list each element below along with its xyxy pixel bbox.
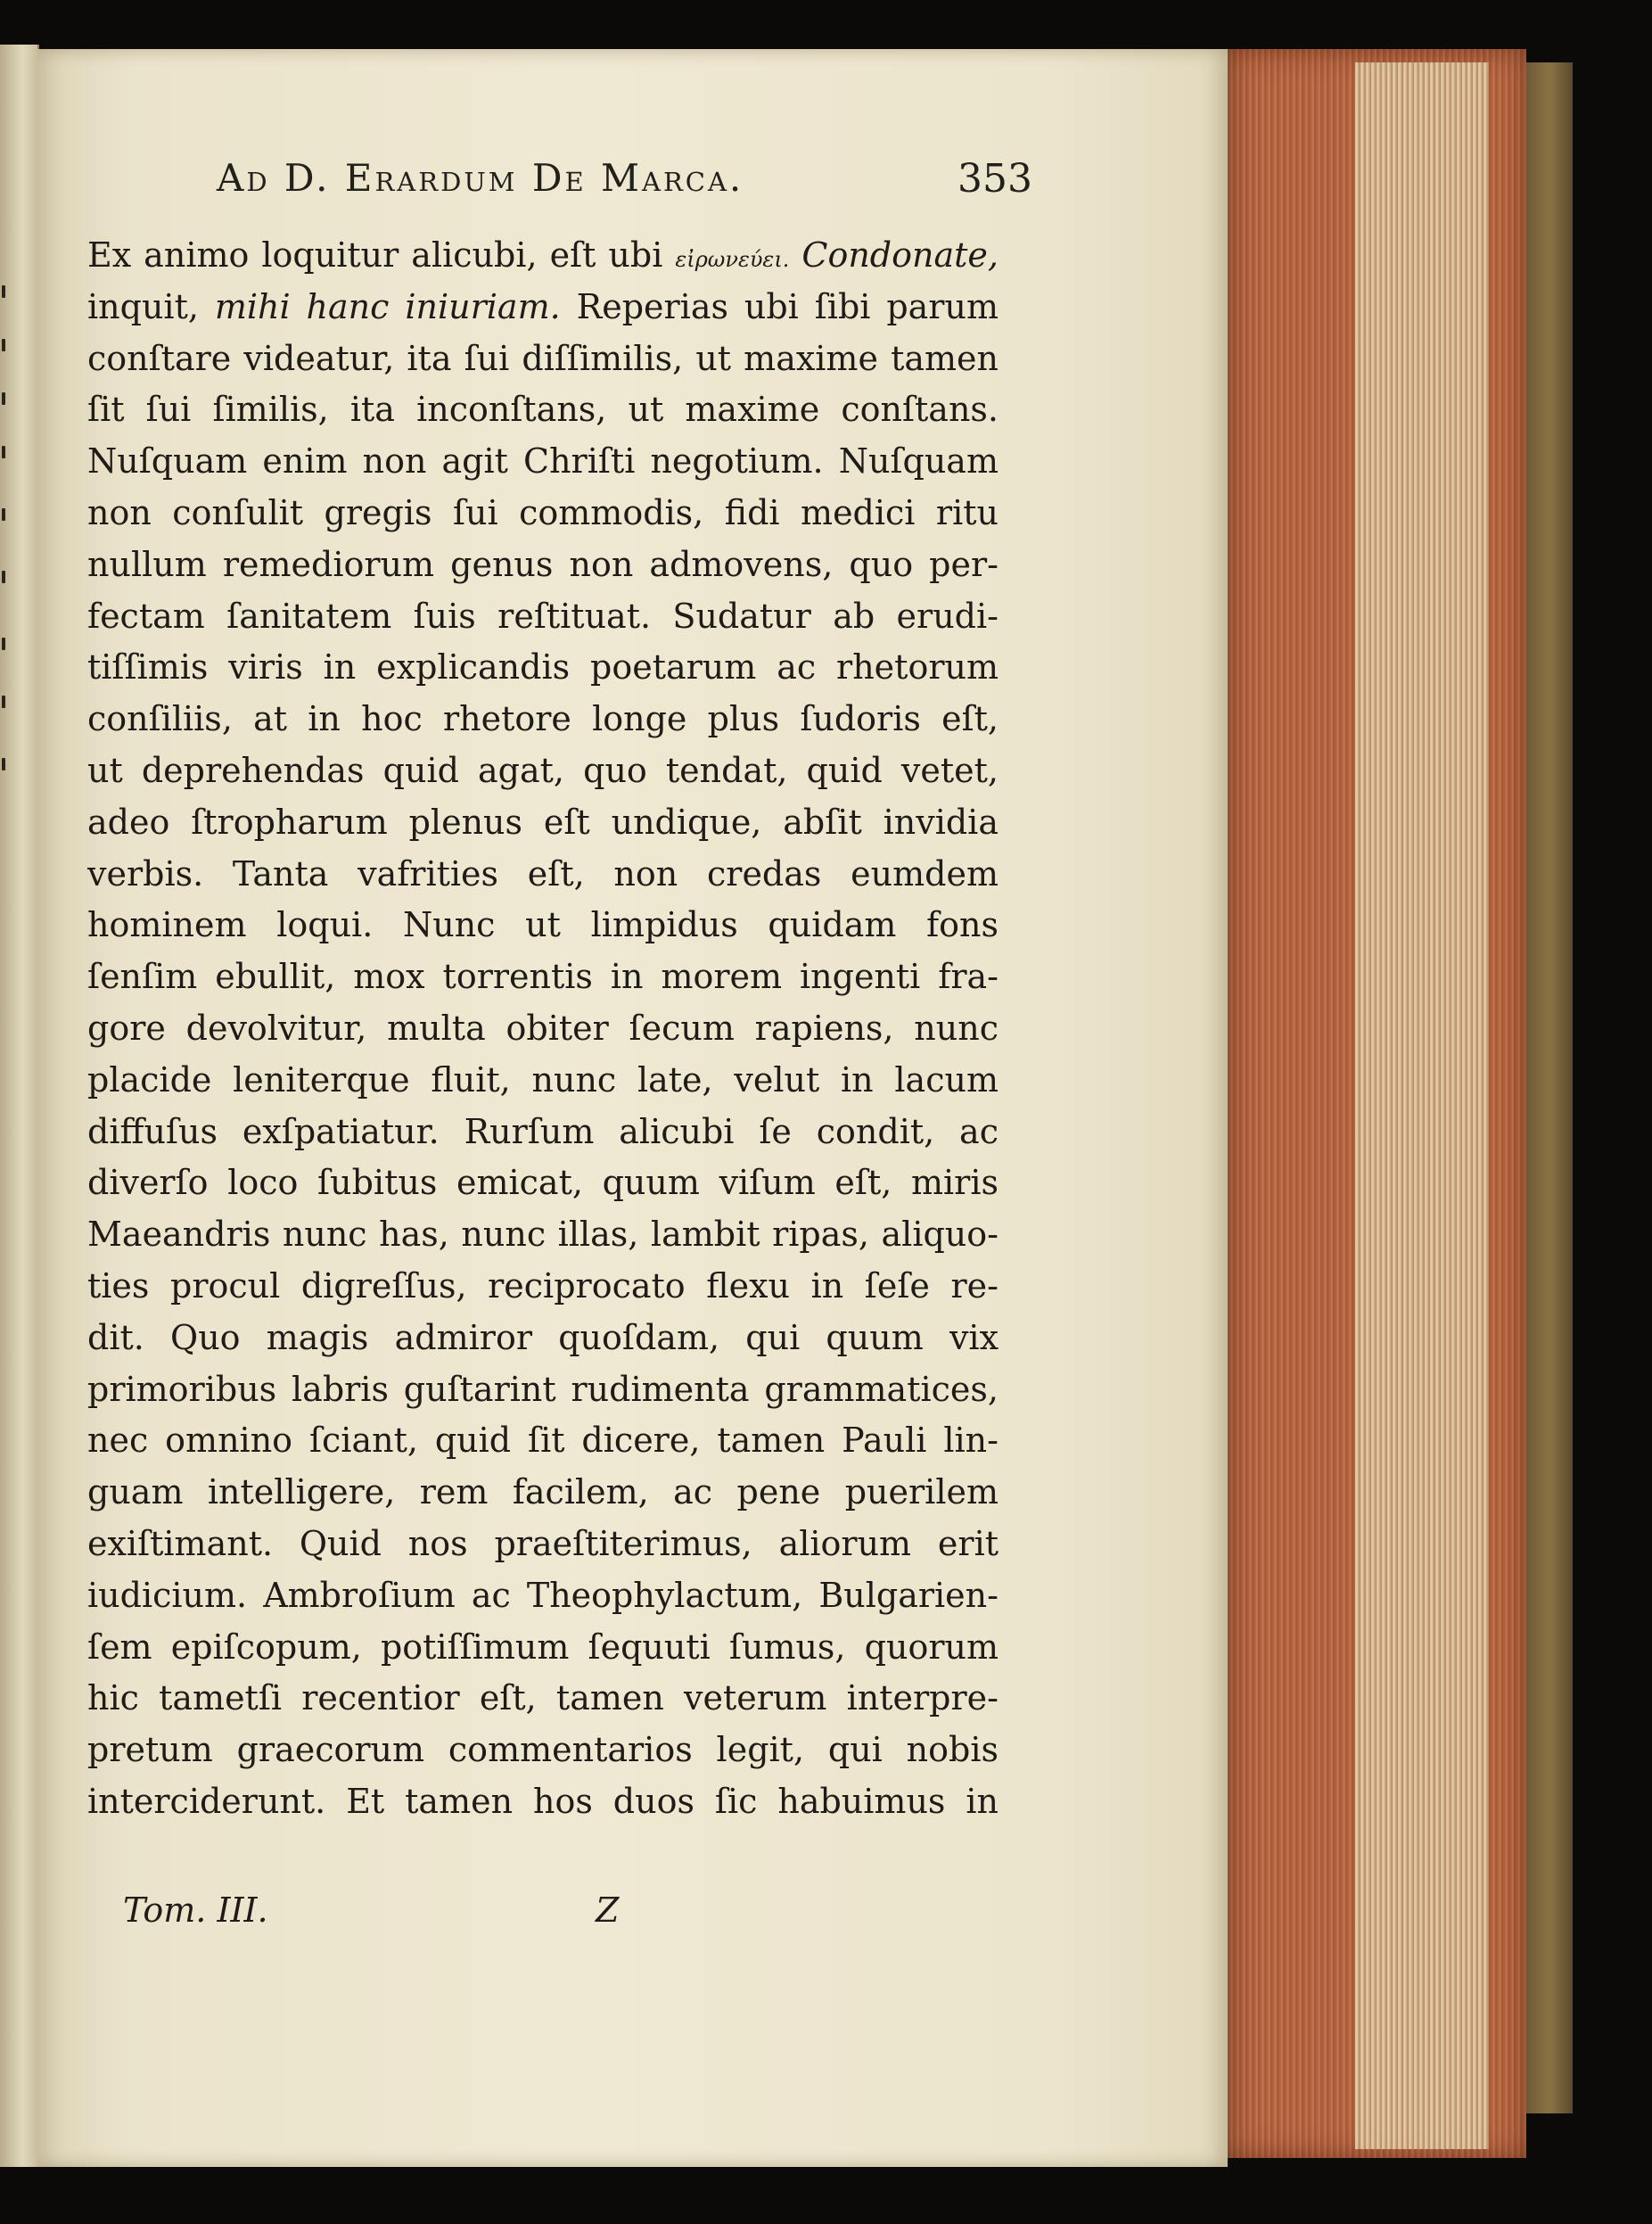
- text-line: adeo ſtropharum plenus eſt undique, abſit invidia: [87, 802, 999, 842]
- text-line: Maeandris nunc has, nunc illas, lambit ripas, aliquo-: [87, 1215, 999, 1255]
- volume-mark: Tom. III.: [123, 1890, 268, 1930]
- text-line: ſit ſui ſimilis, ita inconſtans, ut maxime conſtans.: [87, 390, 999, 430]
- page-number: 353: [958, 156, 1032, 202]
- running-head: Ad D. Erardum De Marca.: [217, 156, 744, 200]
- text-line: ſem epiſcopum, potiſſimum ſequuti ſumus, quorum: [87, 1627, 999, 1667]
- italic-phrase: Condonate,: [801, 235, 999, 275]
- text-line: iudicium. Ambroſium ac Theophylactum, Bulgarien-: [87, 1575, 999, 1615]
- text-line: diffuſus exſpatiatur. Rurſum alicubi ſe condit, ac: [87, 1111, 999, 1151]
- text-line: diverſo loco ſubitus emicat, quum viſum eſt, miris: [87, 1163, 999, 1203]
- text-segment: inquit,: [87, 286, 199, 326]
- greek-word: εἰρωνεύει.: [675, 247, 790, 272]
- page-header: [123, 156, 1032, 218]
- text-line: nec omnino ſciant, quid ſit dicere, tamen Pauli lin-: [87, 1421, 999, 1461]
- page-fore-edge-light: [1355, 62, 1489, 2149]
- text-line: [87, 282, 999, 334]
- text-line: verbis. Tanta vafrities eſt, non credas eumdem: [87, 853, 999, 894]
- facing-page-edge: [0, 45, 39, 2167]
- text-line: placide leniterque fluit, nunc late, velut in lacum: [87, 1059, 999, 1100]
- text-line: ties procul digreſſus, reciprocato flexu in ſeſe re-: [87, 1265, 999, 1306]
- text-line: Nuſquam enim non agit Chriſti negotium. Nuſquam: [87, 441, 999, 482]
- text-line: hominem loqui. Nunc ut limpidus quidam fons: [87, 905, 999, 945]
- text-line: exiſtimant. Quid nos praeſtiterimus, aliorum erit: [87, 1523, 999, 1563]
- text-line: non conſulit gregis ſui commodis, fidi medici ritu: [87, 492, 999, 532]
- text-line: nullum remediorum genus non admovens, quo per-: [87, 544, 999, 584]
- text-line: primoribus labris guſtarint rudimenta grammatices,: [87, 1369, 999, 1409]
- signature-mark: Z: [596, 1890, 620, 1930]
- text-segment: Reperias ubi ſibi parum: [576, 286, 999, 326]
- text-line: ut deprehendas quid agat, quo tendat, quid vetet,: [87, 750, 999, 790]
- page-footer: [123, 1890, 1015, 1944]
- text-line: dit. Quo magis admiror quoſdam, qui quum vix: [87, 1317, 999, 1357]
- text-line: fectam ſanitatem ſuis reſtituat. Sudatur ab erudi-: [87, 596, 999, 636]
- text-line: conſtare videatur, ita ſui diſſimilis, ut maxime tamen: [87, 338, 999, 378]
- text-segment: Ex animo loquitur alicubi, eſt ubi: [87, 235, 663, 275]
- facing-page-text-fragments: [2, 285, 18, 820]
- text-line: interciderunt. Et tamen hos duos ſic habuimus in: [87, 1781, 999, 1821]
- text-line: gore devolvitur, multa obiter ſecum rapiens, nunc: [87, 1008, 999, 1048]
- text-line: pretum graecorum commentarios legit, qui nobis: [87, 1730, 999, 1770]
- text-line: guam intelligere, rem facilem, ac pene puerilem: [87, 1472, 999, 1512]
- text-line: ſenſim ebullit, mox torrentis in morem ingenti fra-: [87, 957, 999, 997]
- text-line: hic tametſi recentior eſt, tamen veterum interpre-: [87, 1678, 999, 1718]
- italic-phrase: mihi hanc iniuriam.: [214, 286, 561, 326]
- text-line: [87, 230, 999, 282]
- book-cover-edge: [1526, 62, 1573, 2113]
- text-line: conſiliis, at in hoc rhetore longe plus ſudoris eſt,: [87, 699, 999, 739]
- body-text: [87, 230, 999, 1828]
- text-line: tiſſimis viris in explicandis poetarum ac rhetorum: [87, 647, 999, 688]
